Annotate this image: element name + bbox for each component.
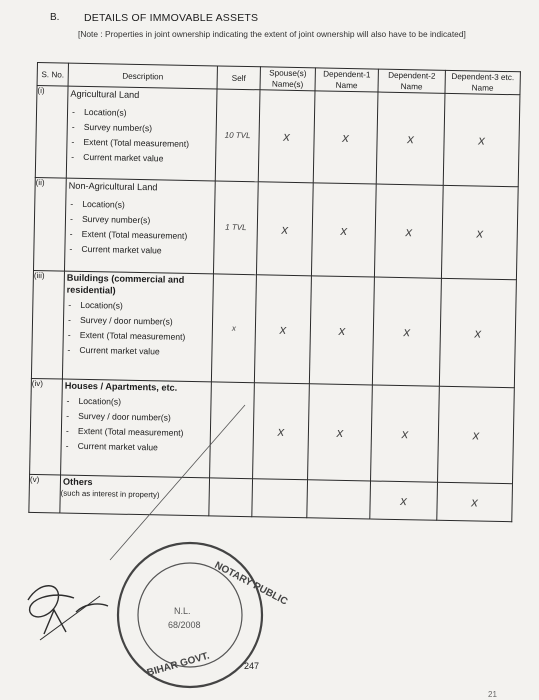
row-heading: Non-Agricultural Land xyxy=(68,180,158,193)
row-sno: (iii) xyxy=(31,270,64,379)
row-item: - Extent (Total measurement) xyxy=(62,425,210,440)
dependent-3-cross-mark: x xyxy=(441,185,518,279)
row-item: - Location(s) xyxy=(64,299,212,314)
row-sno: (v) xyxy=(29,474,61,513)
seal-text-name: N.L. xyxy=(174,606,191,616)
header-description: Description xyxy=(68,63,217,89)
dependent-2-cross-mark: x xyxy=(370,481,438,520)
row-heading: Houses / Apartments, etc. xyxy=(64,380,178,393)
header-self: Self xyxy=(217,66,260,90)
dependent-2-cross-mark: x xyxy=(374,184,443,278)
dependent-1-cross-mark: x xyxy=(313,91,378,184)
row-subtext: (such as interest in property) xyxy=(60,488,160,500)
spouse-cross-mark: x xyxy=(256,182,313,276)
row-sno: (ii) xyxy=(33,177,66,271)
self-handwritten-entry: 10 TVL xyxy=(215,89,260,182)
dependent-3-cross-mark: x xyxy=(437,482,513,521)
self-handwritten-entry: 1 TVL xyxy=(213,181,258,275)
handwritten-signature xyxy=(28,586,108,634)
dependent-1-cross-mark: x xyxy=(308,384,373,481)
spouse-cross-mark: x xyxy=(254,275,311,384)
row-item: - Survey number(s) xyxy=(66,212,214,227)
header-dependent-3: Dependent-3 etc. Name xyxy=(445,70,520,94)
row-item: - Extent (Total measurement) xyxy=(66,227,214,242)
page-number: 247 xyxy=(244,661,260,671)
dependent-1-cross-mark: x xyxy=(309,276,374,385)
row-item: - Current market value xyxy=(67,150,215,165)
section-title: DETAILS OF IMMOVABLE ASSETS xyxy=(84,12,259,24)
row-item: - Survey number(s) xyxy=(68,120,216,135)
row-sno: (iv) xyxy=(30,378,63,475)
row-item: - Current market value xyxy=(62,440,210,455)
dependent-3-cross-mark: x xyxy=(443,93,520,186)
dependent-3-cross-mark: x xyxy=(439,278,516,387)
header-dependent-1: Dependent-1 Name xyxy=(315,68,378,92)
header-dependent-2: Dependent-2 Name xyxy=(378,69,445,93)
row-heading: Agricultural Land xyxy=(70,88,140,100)
row-item: - Extent (Total measurement) xyxy=(64,329,212,344)
spouse-cross-mark: x xyxy=(253,383,310,480)
row-item: - Survey / door number(s) xyxy=(62,410,210,425)
spouse-cross-mark: x xyxy=(258,90,315,183)
row-item: - Extent (Total measurement) xyxy=(67,135,215,150)
row-item: - Location(s) xyxy=(66,197,214,212)
section-note: [Note : Properties in joint ownership indicating the extent of joint ownership will also have to be indicated] xyxy=(78,29,466,39)
row-sno: (i) xyxy=(35,86,68,179)
row-item: - Current market value xyxy=(65,242,213,257)
dependent-1-cross-mark: x xyxy=(311,183,376,277)
self-handwritten-entry: x xyxy=(211,274,256,383)
row-item: - Survey / door number(s) xyxy=(64,314,212,329)
dependent-2-cross-mark: x xyxy=(372,277,441,386)
dependent-2-cross-mark: x xyxy=(376,92,445,185)
corner-mark: 21 xyxy=(488,690,497,699)
notary-seal xyxy=(118,543,289,687)
section-letter: B. xyxy=(50,12,60,23)
row-item: - Location(s) xyxy=(62,395,210,410)
header-spouse: Spouse(s) Name(s) xyxy=(260,67,315,91)
row-item: - Location(s) xyxy=(68,105,216,120)
diagonal-strike-line xyxy=(110,405,245,560)
dependent-2-cross-mark: x xyxy=(371,385,440,482)
header-sno: S. No. xyxy=(37,63,68,87)
signature-underline xyxy=(40,596,100,640)
row-heading: Buildings (commercial and residential) xyxy=(66,272,185,296)
row-heading: Others xyxy=(62,476,93,488)
seal-text-bottom: BIHAR GOVT. xyxy=(145,650,211,679)
seal-text-top: NOTARY PUBLIC xyxy=(212,559,290,608)
row-item: - Current market value xyxy=(63,344,211,359)
dependent-3-cross-mark: x xyxy=(438,386,515,483)
seal-text-number: 68/2008 xyxy=(168,620,201,630)
